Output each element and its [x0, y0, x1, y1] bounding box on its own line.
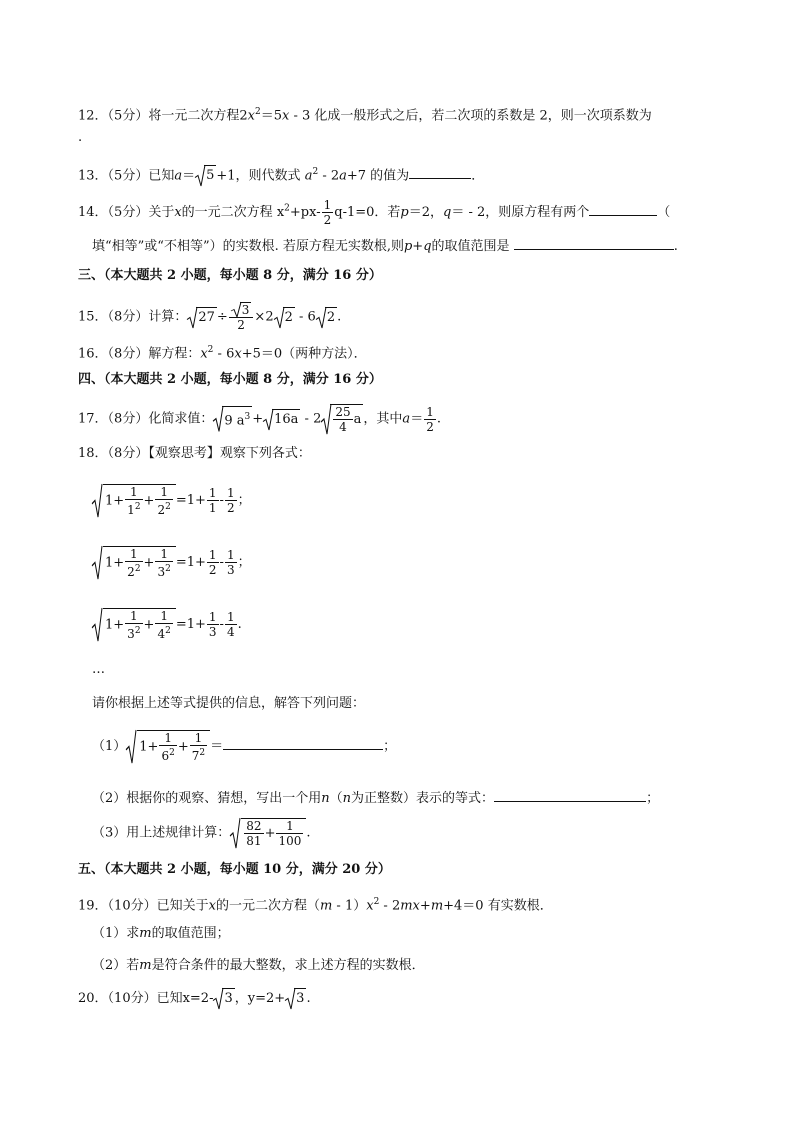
- q12-eq: ＝5: [260, 108, 282, 124]
- sqrt-5: 5: [195, 165, 216, 186]
- question-20: 20．（10分）已知x=2- 3 ，y=2+ 3 .: [78, 988, 311, 1009]
- q18-example-3: 1+ $\frac{1}{3^2}$ + $\frac{1}{4^2}$ =1+ $\frac{1}{3}$ - $\frac{1}{4}$ .: [92, 608, 242, 641]
- question-18: 18．（8分）【观察思考】观察下列各式：: [78, 446, 311, 461]
- question-14-line2: 填“相等”或“不相等”）的实数根. 若原方程无实数根,则p+q的取值范围是 .: [92, 236, 678, 257]
- q18-part-1: （1） 1+ $\frac{1}{6^2}$ + $\frac{1}{7^2}$ ＝ ；: [92, 731, 397, 763]
- q18-ellipsis: …: [92, 662, 105, 677]
- q18-prompt: 请你根据上述等式提供的信息，解答下列问题：: [92, 696, 366, 711]
- q18-part-3: （3）用上述规律计算： $\frac{82}{81}$ + $\frac{1}{100}$ .: [92, 819, 311, 848]
- question-12: 12．（5分）将一元二次方程$2x^2=5x - 3$ 化成一般形式之后，若二次项的系数是 2，则一次项系数为: [78, 107, 652, 124]
- q19-part-1: （1）求m的取值范围；: [92, 926, 230, 941]
- section-5-heading: 五、（本大题共 2 小题，每小题 10 分，满分 20 分）: [78, 862, 391, 877]
- q19-part-2: （2）若m是符合条件的最大整数，求上述方程的实数根．: [92, 958, 425, 973]
- question-13: 13．（5分）已知a＝ 5 +1，则代数式 $a^2 - 2a+7$ 的值为 ．: [78, 162, 484, 186]
- q14-blank-1[interactable]: [589, 202, 657, 216]
- q12-tail: .: [78, 130, 83, 145]
- frac-half: $\frac{1}{2}$: [323, 198, 332, 227]
- question-16: 16．（8分）解方程：$x^2 - 6x+5=0$（两种方法）．: [78, 345, 367, 362]
- q18-example-2: 1+ $\frac{1}{2^2}$ + $\frac{1}{3^2}$ =1+ $\frac{1}{2}$ - $\frac{1}{3}$ ；: [92, 546, 251, 579]
- q13-text: 13．（5分）已知: [78, 168, 175, 184]
- q12-rest: - 3 化成一般形式之后，若二次项的系数是 2，则一次项系数为: [289, 108, 652, 124]
- question-15: 15．（8分）计算： 27 ÷ $\frac{3}{2}$ ×2 2 - 6 2 .: [78, 303, 342, 332]
- q13-var: a: [174, 168, 183, 184]
- q18-part-2: （2）根据你的观察、猜想，写出一个用n（n为正整数）表示的等式： ；: [92, 788, 659, 809]
- section-3-heading: 三、（本大题共 2 小题，每小题 8 分，满分 16 分）: [78, 268, 382, 283]
- question-14: 14．（5分）关于x的一元二次方程 $x^2+px-$ $\frac{1}{2}$ q-1=0．若p＝2，q＝ - 2，则原方程有两个 （: [78, 198, 671, 227]
- q12-coef: 2: [239, 108, 248, 124]
- q18-example-1: 1+ $\frac{1}{1^2}$ + $\frac{1}{2^2}$ =1+ $\frac{1}{1}$ - $\frac{1}{2}$ ；: [92, 484, 251, 517]
- q18-blank-2[interactable]: [494, 788, 646, 802]
- question-17: 17．（8分）化简求值： 9 $a^3$ + 16a - 2 $\frac{25}{4}$ a ，其中a＝ $\frac{1}{2}$ .: [78, 404, 441, 434]
- q18-blank-1[interactable]: [223, 736, 383, 750]
- section-4-heading: 四、（本大题共 2 小题，每小题 8 分，满分 16 分）: [78, 372, 382, 387]
- q12-text: 12．（5分）将一元二次方程: [78, 108, 240, 124]
- q14-blank-2[interactable]: [514, 236, 674, 250]
- question-19: 19．（10分）已知关于x的一元二次方程$(m - 1)x^2 - 2mx+m+4=0$ 有实数根．: [78, 897, 553, 914]
- q13-answer-blank[interactable]: [409, 165, 471, 179]
